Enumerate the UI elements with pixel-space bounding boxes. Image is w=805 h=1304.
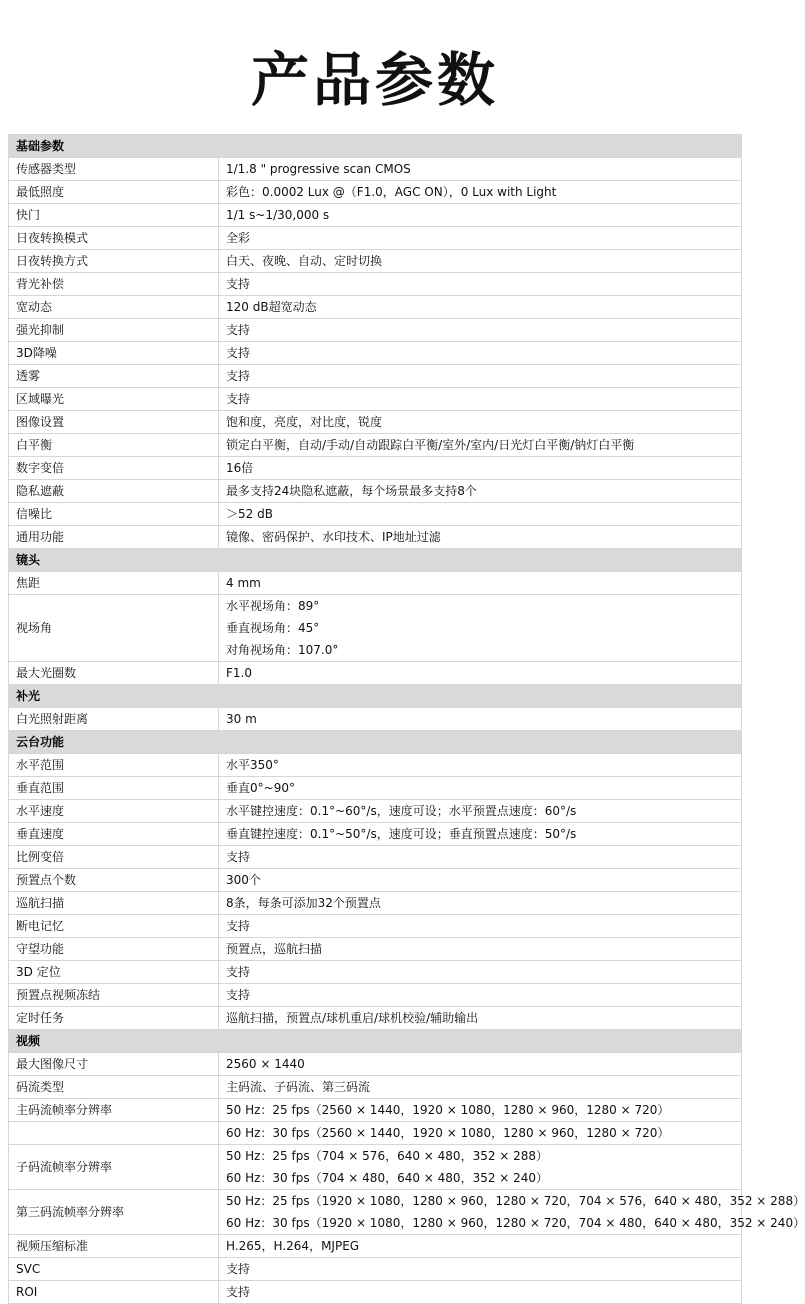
table-row (9, 526, 742, 549)
param-value-line: 支持 (226, 346, 251, 360)
param-label: 预置点视频冻结 (9, 984, 219, 1007)
param-value-line: 水平350° (226, 758, 279, 772)
param-value-line: 8条，每条可添加32个预置点 (226, 896, 381, 910)
section-title: 云台功能 (9, 731, 742, 754)
param-value-line: 支持 (226, 369, 251, 383)
param-value (219, 526, 742, 549)
param-value-line: 支持 (226, 919, 251, 933)
param-value-line: 16倍 (226, 461, 254, 475)
param-value (219, 708, 742, 731)
param-label: 宽动态 (9, 296, 219, 319)
param-value-line: 50 Hz：25 fps（1920 × 1080，1280 × 960，1280 × 720，704 × 576，640 × 480，352 × 288） (226, 1194, 805, 1208)
param-value (219, 595, 742, 662)
param-value-line: 预置点，巡航扫描 (226, 942, 323, 956)
spec-table (8, 134, 805, 1304)
param-label: 3D降噪 (9, 342, 219, 365)
param-value (219, 227, 742, 250)
param-label: 数字变倍 (9, 457, 219, 480)
param-label: 定时任务 (9, 1007, 219, 1030)
param-value (219, 181, 742, 204)
param-label: 水平范围 (9, 754, 219, 777)
param-label: 主码流帧率分辨率 (9, 1099, 219, 1122)
param-value-line: H.265，H.264，MJPEG (226, 1239, 360, 1253)
param-label: ROI (9, 1281, 219, 1304)
param-label: 巡航扫描 (9, 892, 219, 915)
param-value (219, 411, 742, 434)
param-label: 通用功能 (9, 526, 219, 549)
param-value (219, 1007, 742, 1030)
table-row (9, 938, 742, 961)
table-row (9, 411, 742, 434)
param-value-line: 30 m (226, 712, 257, 726)
param-value (219, 892, 742, 915)
param-label: 透雾 (9, 365, 219, 388)
param-label: 守望功能 (9, 938, 219, 961)
param-value-line: 垂直键控速度：0.1°~50°/s，速度可设；垂直预置点速度：50°/s (226, 827, 577, 841)
param-value (219, 1145, 742, 1190)
param-value-line: 支持 (226, 392, 251, 406)
table-row (9, 595, 742, 662)
param-label: 子码流帧率分辨率 (9, 1145, 219, 1190)
param-value (219, 1053, 742, 1076)
param-label: 3D 定位 (9, 961, 219, 984)
param-value (219, 158, 742, 181)
param-value-line: 主码流、子码流、第三码流 (226, 1080, 371, 1094)
param-value-line: 彩色：0.0002 Lux @（F1.0，AGC ON），0 Lux with Light (226, 185, 557, 199)
param-value-line: 120 dB超宽动态 (226, 300, 317, 314)
table-row (9, 984, 742, 1007)
section-title: 补光 (9, 685, 742, 708)
param-label: 强光抑制 (9, 319, 219, 342)
param-label: 断电记忆 (9, 915, 219, 938)
param-label: 白光照射距离 (9, 708, 219, 731)
param-label: 水平速度 (9, 800, 219, 823)
param-value-line: 支持 (226, 988, 251, 1002)
param-label: 焦距 (9, 572, 219, 595)
param-value (219, 1235, 742, 1258)
section-header (9, 1030, 742, 1053)
param-value-line: 白天、夜晚、自动、定时切换 (226, 254, 383, 268)
param-value (219, 1281, 742, 1304)
param-value-line: 水平视场角：89° (226, 599, 320, 613)
param-value (219, 984, 742, 1007)
table-row (9, 480, 742, 503)
param-value-line: 1/1 s~1/30,000 s (226, 208, 330, 222)
table-row (9, 1053, 742, 1076)
param-value-line: 垂直视场角：45° (226, 621, 320, 635)
table-row (9, 1122, 742, 1145)
param-value-line: 镜像、密码保护、水印技术、IP地址过滤 (226, 530, 441, 544)
param-value (219, 319, 742, 342)
section-title: 基础参数 (9, 135, 742, 158)
param-value-line: 锁定白平衡，自动/手动/自动跟踪白平衡/室外/室内/日光灯白平衡/钠灯白平衡 (226, 438, 635, 452)
param-value (219, 777, 742, 800)
param-label: 预置点个数 (9, 869, 219, 892)
param-label: 快门 (9, 204, 219, 227)
param-value (219, 1258, 742, 1281)
param-value-line: 60 Hz：30 fps（1920 × 1080，1280 × 960，1280 × 720，704 × 480，640 × 480，352 × 240） (226, 1216, 805, 1230)
param-value (219, 572, 742, 595)
table-row (9, 457, 742, 480)
param-value (219, 1076, 742, 1099)
param-label: 第三码流帧率分辨率 (9, 1190, 219, 1235)
page-title: 产品参数 (250, 46, 499, 114)
param-value (219, 273, 742, 296)
param-value-line: 支持 (226, 965, 251, 979)
param-value-line: 60 Hz：30 fps（2560 × 1440，1920 × 1080，1280 × 960，1280 × 720） (226, 1126, 670, 1140)
table-row (9, 319, 742, 342)
param-value (219, 938, 742, 961)
param-value-line: F1.0 (226, 666, 252, 680)
param-value-line: 最多支持24块隐私遮蔽，每个场景最多支持8个 (226, 484, 477, 498)
param-value (219, 434, 742, 457)
table-row (9, 250, 742, 273)
param-value (219, 961, 742, 984)
param-label (9, 1122, 219, 1145)
table-row (9, 1258, 742, 1281)
param-value (219, 662, 742, 685)
param-value-line: 支持 (226, 850, 251, 864)
param-label: 信噪比 (9, 503, 219, 526)
param-value-line: 1/1.8 " progressive scan CMOS (226, 162, 411, 176)
param-value-line: 支持 (226, 1285, 251, 1299)
param-label: 区域曝光 (9, 388, 219, 411)
table-row (9, 869, 742, 892)
section-header (9, 549, 742, 572)
table-row (9, 388, 742, 411)
table-row (9, 365, 742, 388)
param-label: SVC (9, 1258, 219, 1281)
param-value (219, 296, 742, 319)
param-value (219, 846, 742, 869)
param-label: 白平衡 (9, 434, 219, 457)
param-label: 隐私遮蔽 (9, 480, 219, 503)
param-value-line: 饱和度，亮度，对比度，锐度 (226, 415, 383, 429)
table-row (9, 961, 742, 984)
table-row (9, 572, 742, 595)
table-row (9, 181, 742, 204)
table-row (9, 708, 742, 731)
table-row (9, 227, 742, 250)
table-row (9, 503, 742, 526)
param-value (219, 250, 742, 273)
param-label: 码流类型 (9, 1076, 219, 1099)
param-value-line: 垂直0°~90° (226, 781, 295, 795)
param-value-line: 2560 × 1440 (226, 1057, 305, 1071)
param-value (219, 204, 742, 227)
table-row (9, 1007, 742, 1030)
param-value (219, 869, 742, 892)
param-value (219, 503, 742, 526)
param-value (219, 1122, 742, 1145)
param-value-line: 水平键控速度：0.1°~60°/s，速度可设；水平预置点速度：60°/s (226, 804, 577, 818)
param-label: 垂直范围 (9, 777, 219, 800)
param-value-line: 300个 (226, 873, 261, 887)
param-value (219, 800, 742, 823)
table-row (9, 1190, 742, 1235)
param-value (219, 388, 742, 411)
param-value (219, 457, 742, 480)
section-header (9, 685, 742, 708)
table-row (9, 754, 742, 777)
param-label: 比例变倍 (9, 846, 219, 869)
param-value (219, 342, 742, 365)
table-row (9, 434, 742, 457)
table-row (9, 1145, 742, 1190)
param-label: 最低照度 (9, 181, 219, 204)
param-label: 日夜转换模式 (9, 227, 219, 250)
param-value-line: ＞52 dB (226, 507, 273, 521)
param-value (219, 1190, 805, 1235)
param-label: 最大图像尺寸 (9, 1053, 219, 1076)
param-value-line: 60 Hz：30 fps（704 × 480，640 × 480，352 × 240） (226, 1171, 549, 1185)
param-label: 传感器类型 (9, 158, 219, 181)
table-row (9, 1076, 742, 1099)
param-value-line: 全彩 (226, 231, 251, 245)
param-value (219, 1099, 742, 1122)
table-row (9, 823, 742, 846)
table-row (9, 915, 742, 938)
table-row (9, 846, 742, 869)
section-title: 镜头 (9, 549, 742, 572)
param-label: 最大光圈数 (9, 662, 219, 685)
table-row (9, 158, 742, 181)
table-row (9, 662, 742, 685)
table-row (9, 800, 742, 823)
table-row (9, 204, 742, 227)
param-label: 日夜转换方式 (9, 250, 219, 273)
table-row (9, 892, 742, 915)
param-value-line: 4 mm (226, 576, 261, 590)
table-row (9, 777, 742, 800)
table-row (9, 296, 742, 319)
param-value (219, 480, 742, 503)
table-row (9, 273, 742, 296)
param-value (219, 823, 742, 846)
table-row (9, 1099, 742, 1122)
param-value-line: 支持 (226, 323, 251, 337)
param-value-line: 支持 (226, 1262, 251, 1276)
section-header (9, 731, 742, 754)
param-label: 背光补偿 (9, 273, 219, 296)
table-row (9, 342, 742, 365)
param-value (219, 915, 742, 938)
table-row (9, 1281, 742, 1304)
param-value (219, 754, 742, 777)
param-label: 图像设置 (9, 411, 219, 434)
param-value-line: 支持 (226, 277, 251, 291)
param-value-line: 50 Hz：25 fps（2560 × 1440，1920 × 1080，1280 × 960，1280 × 720） (226, 1103, 670, 1117)
param-value-line: 巡航扫描，预置点/球机重启/球机校验/辅助输出 (226, 1011, 479, 1025)
param-label: 垂直速度 (9, 823, 219, 846)
param-label: 视频压缩标准 (9, 1235, 219, 1258)
section-title: 视频 (9, 1030, 742, 1053)
param-value-line: 对角视场角：107.0° (226, 643, 339, 657)
param-value-line: 50 Hz：25 fps（704 × 576，640 × 480，352 × 288） (226, 1149, 549, 1163)
table-row (9, 1235, 742, 1258)
section-header (9, 135, 742, 158)
param-value (219, 365, 742, 388)
param-label: 视场角 (9, 595, 219, 662)
